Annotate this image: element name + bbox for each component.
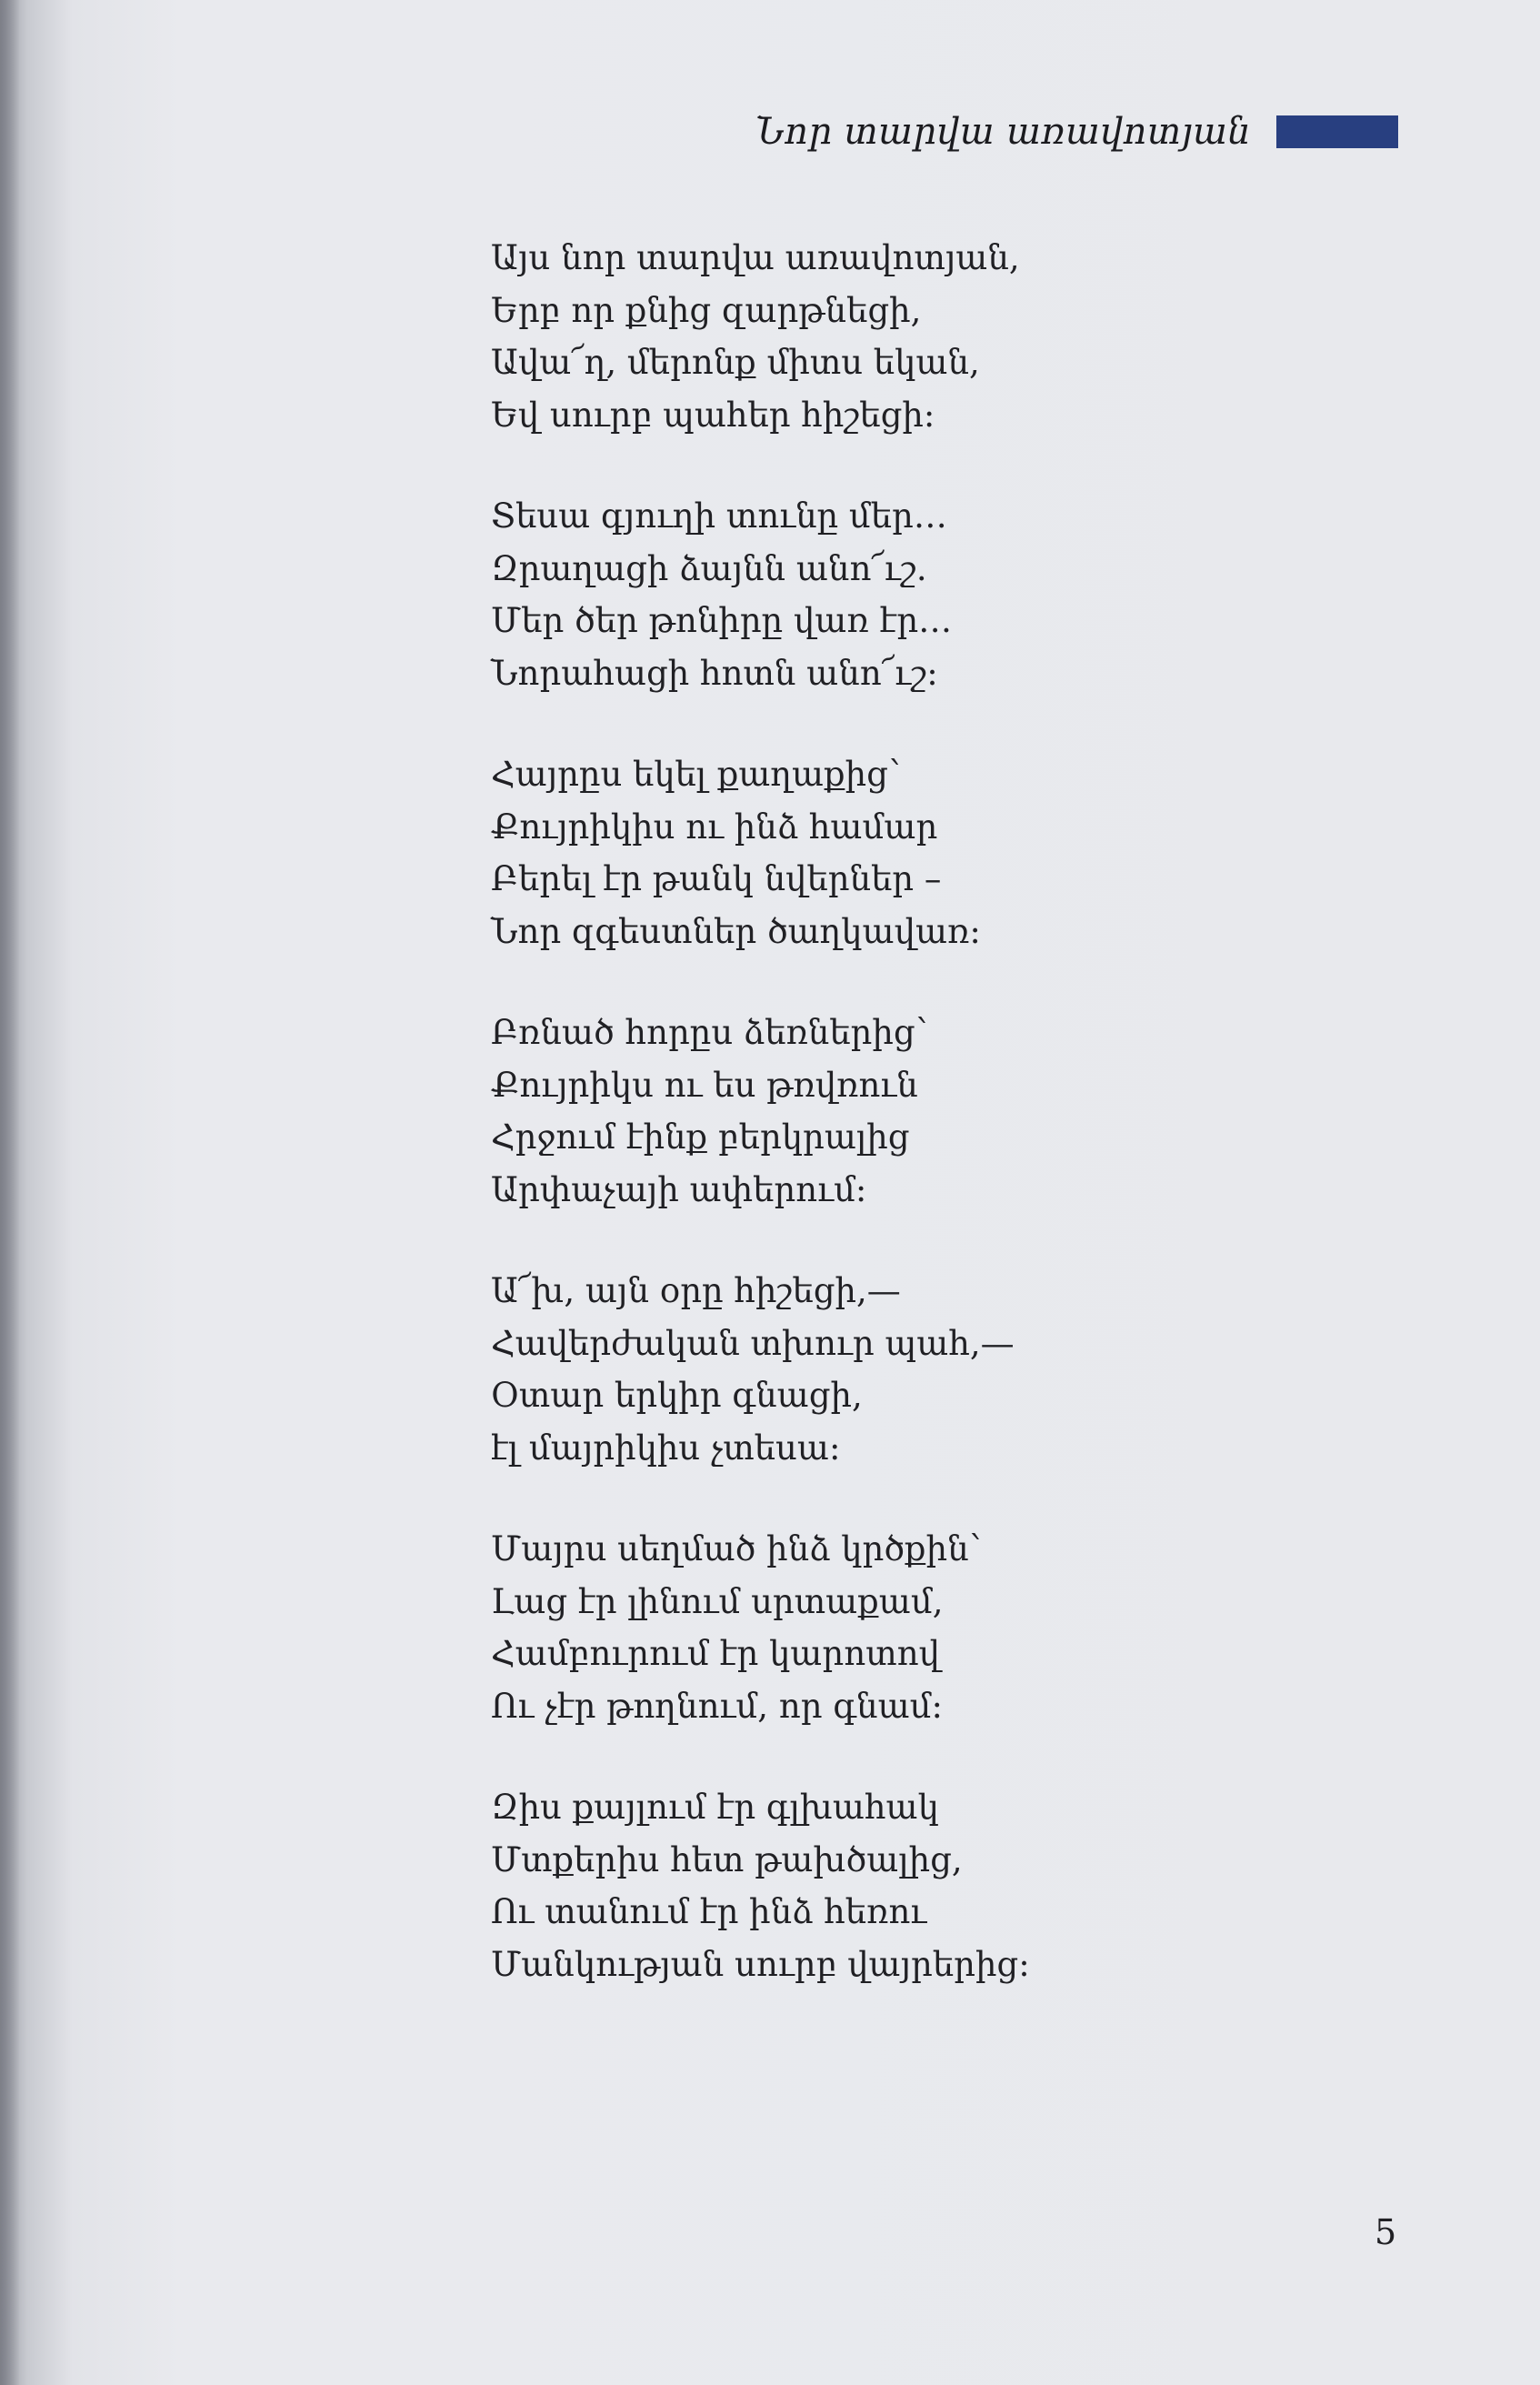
poem-line: Օտար երկիր գնացի,	[491, 1376, 863, 1415]
stanza-5	[491, 1265, 1382, 1474]
poem-line: Նոր զգեստներ ծաղկավառ:	[491, 911, 981, 951]
poem-line: Համբուրում էր կարոտով	[491, 1634, 940, 1673]
poem-line: Հրջում էինք բերկրալից	[491, 1117, 910, 1157]
poem-line: Լաց էր լինում սրտաքամ,	[491, 1581, 944, 1621]
poem-line: Բերել էր թանկ նվերներ –	[491, 859, 942, 898]
header-title: Նոր տարվա առավոտյան	[755, 111, 1251, 153]
poem-line: Տեսա գյուղի տունը մեր…	[491, 496, 947, 536]
stanza-1	[491, 232, 1382, 441]
stanza-3	[491, 748, 1382, 957]
stanza-6	[491, 1523, 1382, 1732]
poem	[491, 232, 1382, 2039]
poem-line: Այս նոր տարվա առավոտյան,	[491, 238, 1020, 277]
page-number: 5	[1375, 2212, 1397, 2252]
stanza-4	[491, 1007, 1382, 1216]
poem-line: Մտքերիս հետ թախծալից,	[491, 1839, 963, 1879]
running-header	[755, 111, 1398, 153]
poem-line: Երբ որ քնից զարթնեցի,	[491, 290, 922, 330]
poem-line: էլ մայրիկիս չտեսա:	[491, 1428, 841, 1468]
poem-line: Նորահացի հոտն անո՜ւշ:	[491, 653, 938, 693]
poem-line: Արփաչայի ափերում:	[491, 1169, 867, 1209]
poem-line: Քույրիկիս ու ինձ համար	[491, 807, 938, 847]
poem-line: Զիս քայլում էր գլխահակ	[491, 1788, 939, 1827]
poem-line: Զրաղացի ձայնն անո՜ւշ.	[491, 548, 927, 588]
poem-line: Ա՜խ, այն օրը հիշեցի,—	[491, 1271, 901, 1310]
poem-line: Եվ սուրբ պահեր հիշեցի:	[491, 395, 935, 435]
poem-line: Ավա՜ղ, մերոնք միտս եկան,	[491, 343, 980, 382]
poem-line: Ու չէր թողնում, որ գնամ:	[491, 1686, 943, 1726]
poem-line: Մայրս սեղմած ինձ կրծքին՝	[491, 1529, 982, 1568]
poem-line: Հայրըս եկել քաղաքից՝	[491, 755, 901, 794]
poem-line: Հավերժական տխուր պահ,—	[491, 1323, 1015, 1363]
poem-line: Բռնած հորըս ձեռներից՝	[491, 1013, 928, 1052]
poem-line: Քույրիկս ու ես թռվռուն	[491, 1065, 918, 1105]
spine-shadow	[0, 0, 20, 2385]
stanza-7	[491, 1781, 1382, 1990]
stanza-2	[491, 490, 1382, 699]
header-accent-bar	[1276, 115, 1398, 148]
poem-line: Մանկության սուրբ վայրերից:	[491, 1944, 1030, 1984]
poem-line: Մեր ծեր թոնիրը վառ էր…	[491, 601, 953, 640]
poem-line: Ու տանում էր ինձ հեռու	[491, 1892, 927, 1931]
